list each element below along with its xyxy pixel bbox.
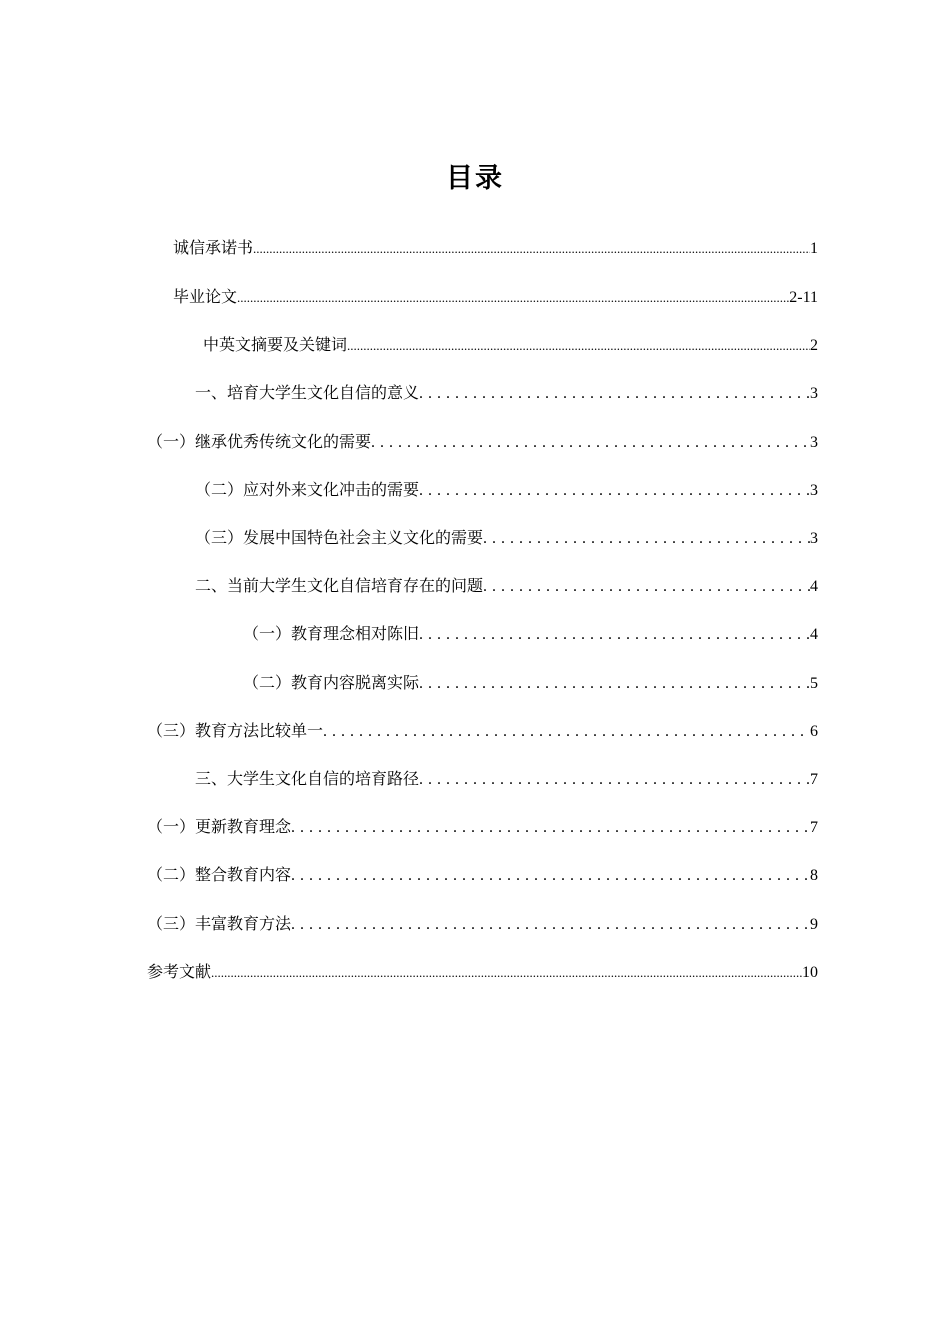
toc-entry-page: 3 xyxy=(810,434,818,451)
toc-dot-leader xyxy=(211,963,802,982)
toc-entry-page: 4 xyxy=(810,578,818,595)
toc-dot-leader xyxy=(419,625,810,644)
toc-entry-page: 5 xyxy=(810,675,818,692)
toc-entry-page: 3 xyxy=(810,385,818,402)
toc-entry-page: 2-11 xyxy=(789,289,818,306)
toc-entry[interactable] xyxy=(147,958,818,982)
toc-dot-leader xyxy=(371,433,810,452)
toc-entry-label: 毕业论文 xyxy=(173,287,238,306)
toc-entry[interactable] xyxy=(173,283,818,307)
toc-dot-leader xyxy=(253,239,810,258)
toc-dot-leader xyxy=(291,915,810,934)
toc-dot-leader xyxy=(419,384,810,403)
toc-entry[interactable] xyxy=(173,234,818,258)
toc-entry[interactable] xyxy=(195,524,818,548)
toc-entry-page: 8 xyxy=(810,867,818,884)
toc-entry-label: 一、培育大学生文化自信的意义 xyxy=(195,383,420,402)
toc-dot-leader xyxy=(419,674,810,693)
toc-entry-label: （二）教育内容脱离实际 xyxy=(243,673,420,692)
toc-entry[interactable] xyxy=(147,861,818,885)
toc-entry-label: 三、大学生文化自信的培育路径 xyxy=(195,769,420,788)
toc-entry-label: 诚信承诺书 xyxy=(173,238,254,257)
toc-entry-page: 7 xyxy=(810,771,818,788)
toc-entry-page: 4 xyxy=(810,626,818,643)
toc-dot-leader xyxy=(483,577,810,596)
toc-entry-page: 2 xyxy=(810,337,818,354)
toc-dot-leader xyxy=(237,288,789,307)
toc-dot-leader xyxy=(291,866,810,885)
toc-entry[interactable] xyxy=(147,813,818,837)
toc-entry-label: （一）教育理念相对陈旧 xyxy=(243,624,420,643)
toc-entry-label: （三）教育方法比较单一 xyxy=(147,721,324,740)
toc-entry[interactable] xyxy=(243,669,818,693)
toc-entry-label: 二、当前大学生文化自信培育存在的问题 xyxy=(195,576,484,595)
page-title: 目录 xyxy=(446,163,504,194)
toc-entry[interactable] xyxy=(147,717,818,741)
toc-entry-page: 9 xyxy=(810,916,818,933)
toc-entry-page: 7 xyxy=(810,819,818,836)
toc-entry[interactable] xyxy=(147,910,818,934)
toc-entry[interactable] xyxy=(195,572,818,596)
toc-dot-leader xyxy=(347,336,810,355)
toc-entry-label: （一）更新教育理念 xyxy=(147,817,292,836)
toc-entry-label: （二）应对外来文化冲击的需要 xyxy=(195,480,420,499)
toc-entry-page: 3 xyxy=(810,530,818,547)
toc-dot-leader xyxy=(419,770,810,789)
toc-entry-page: 1 xyxy=(810,240,818,257)
toc-entry[interactable] xyxy=(203,331,818,355)
toc-entry[interactable] xyxy=(243,620,818,644)
toc-dot-leader xyxy=(419,481,810,500)
toc-entry[interactable] xyxy=(195,765,818,789)
toc-entry-label: 中英文摘要及关键词 xyxy=(203,335,348,354)
toc-entry-label: （一）继承优秀传统文化的需要 xyxy=(147,432,372,451)
toc-dot-leader xyxy=(483,529,810,548)
toc-entry[interactable] xyxy=(195,476,818,500)
toc-entry-page: 6 xyxy=(810,723,818,740)
toc-entry-page: 10 xyxy=(802,964,818,981)
toc-dot-leader xyxy=(323,722,810,741)
toc-entry-label: （二）整合教育内容 xyxy=(147,865,292,884)
toc-dot-leader xyxy=(291,818,810,837)
toc-entry-label: （三）发展中国特色社会主义文化的需要 xyxy=(195,528,484,547)
toc-entry-page: 3 xyxy=(810,482,818,499)
toc-entry[interactable] xyxy=(195,379,818,403)
toc-entry-label: 参考文献 xyxy=(147,962,212,981)
toc-entry[interactable] xyxy=(147,428,818,452)
toc-entry-label: （三）丰富教育方法 xyxy=(147,914,292,933)
